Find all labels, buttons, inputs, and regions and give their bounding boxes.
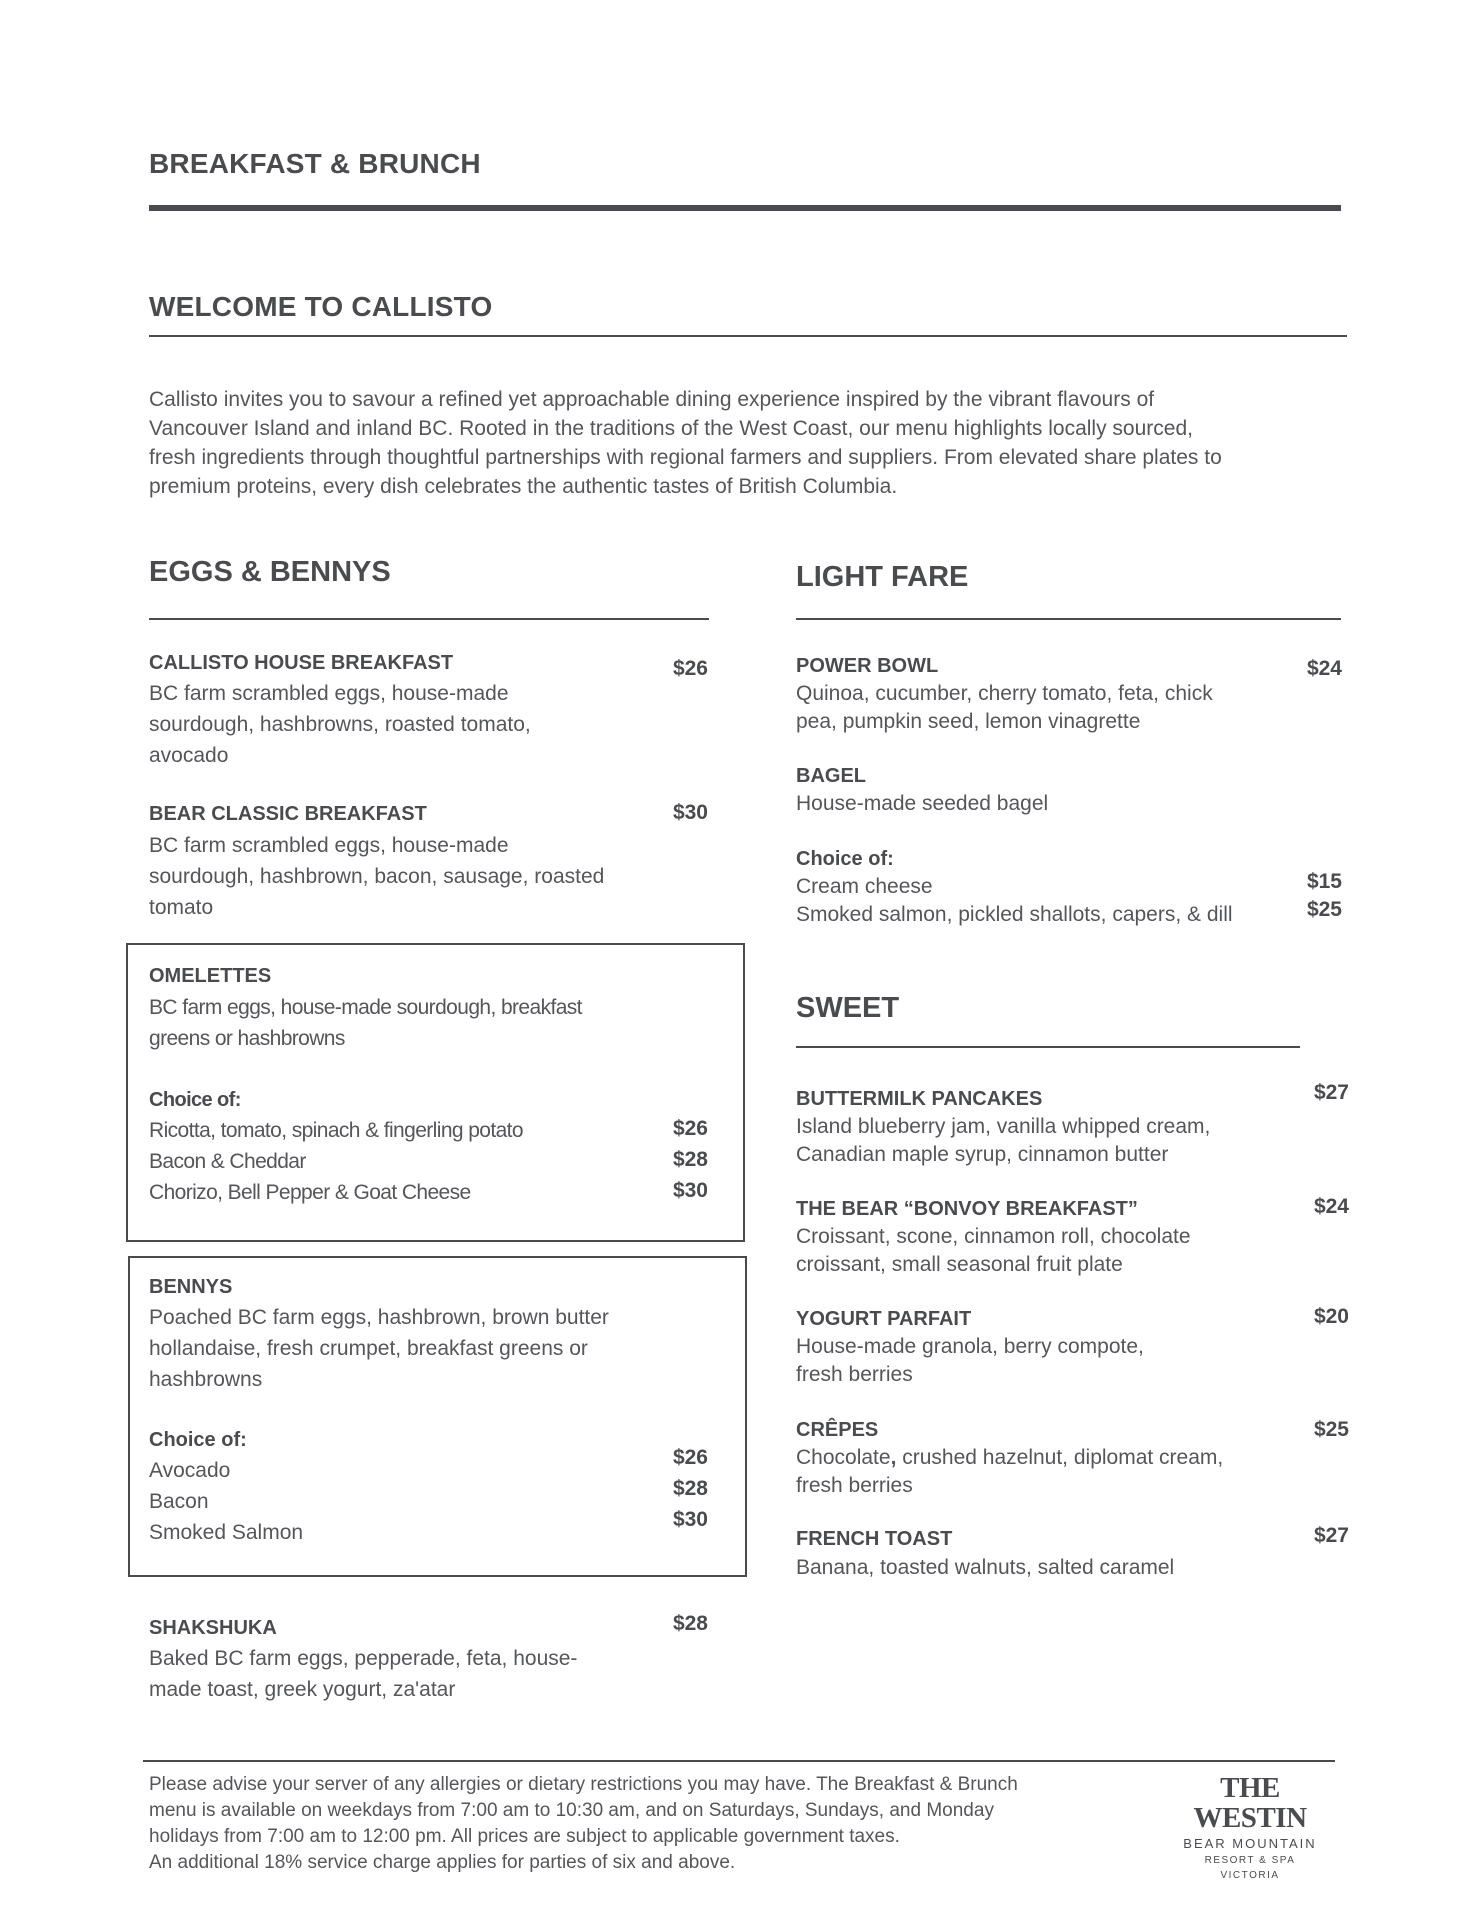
french-toast-name: FRENCH TOAST xyxy=(796,1528,953,1550)
option-price: $28 xyxy=(672,1148,708,1171)
bonvoy-description xyxy=(796,1223,1191,1279)
description-line: fresh berries xyxy=(796,1474,913,1497)
description-line: Island blueberry jam, vanilla whipped cream, xyxy=(796,1115,1211,1138)
option-label: Avocado xyxy=(149,1459,231,1482)
westin-logo xyxy=(1170,1773,1330,1883)
omelettes-prices xyxy=(673,1113,708,1206)
description-line: BC farm scrambled eggs, house-made xyxy=(149,834,509,857)
footer-line: menu is available on weekdays from 7:00 am to 10:30 am, and on Saturdays, Sundays, and Monday xyxy=(149,1800,994,1821)
sweet-divider xyxy=(796,1046,1300,1048)
shakshuka-price: $28 xyxy=(672,1612,708,1635)
option-label: Bacon xyxy=(149,1490,209,1513)
bagel-description: House-made seeded bagel xyxy=(796,792,1049,815)
option-label: Smoked Salmon xyxy=(149,1521,304,1544)
header-divider xyxy=(149,205,1341,211)
description-line: greens or hashbrowns xyxy=(149,1027,345,1050)
bagel-name: BAGEL xyxy=(796,765,866,787)
pancakes-name: BUTTERMILK PANCAKES xyxy=(796,1088,1043,1110)
description-line xyxy=(796,1444,1223,1472)
option-price: $26 xyxy=(672,1117,708,1140)
eggs-divider xyxy=(149,618,709,620)
omelettes-choice-label: Choice of: xyxy=(149,1089,241,1111)
option-label: Cream cheese xyxy=(796,875,933,898)
bennys-prices xyxy=(673,1442,708,1535)
description-line: sourdough, hashbrowns, roasted tomato, xyxy=(149,713,531,736)
sweet-section-title: SWEET xyxy=(796,992,900,1024)
pancakes-description xyxy=(796,1113,1210,1169)
description-segment: Chocolate xyxy=(796,1446,891,1469)
logo-line: BEAR MOUNTAIN xyxy=(1183,1836,1317,1851)
bennys-options xyxy=(149,1455,303,1548)
bennys-name: BENNYS xyxy=(149,1276,233,1298)
description-line: croissant, small seasonal fruit plate xyxy=(796,1253,1123,1276)
option-label: Smoked salmon, pickled shallots, capers, & dill xyxy=(796,903,1233,926)
description-line: fresh berries xyxy=(796,1363,913,1386)
footer-line: Please advise your server of any allergies or dietary restrictions you may have. The Breakfast & Brunch xyxy=(149,1774,1018,1795)
parfait-price: $20 xyxy=(1313,1305,1349,1328)
welcome-divider xyxy=(149,335,1347,337)
description-line: Quinoa, cucumber, cherry tomato, feta, chick xyxy=(796,682,1213,705)
bagel-prices xyxy=(1307,868,1342,924)
welcome-text xyxy=(149,385,1359,501)
bonvoy-price: $24 xyxy=(1313,1195,1349,1218)
parfait-description xyxy=(796,1333,1144,1389)
description-line: BC farm scrambled eggs, house-made xyxy=(149,682,509,705)
logo-line: VICTORIA xyxy=(1220,1870,1280,1881)
option-price: $30 xyxy=(672,1179,708,1202)
welcome-title: WELCOME TO CALLISTO xyxy=(149,291,493,322)
option-price: $25 xyxy=(1306,898,1342,921)
crepes-description xyxy=(796,1444,1223,1500)
omelettes-name: OMELETTES xyxy=(149,965,272,987)
footer-divider xyxy=(143,1760,1335,1762)
description-segment: crushed hazelnut, diplomat cream, xyxy=(896,1446,1224,1469)
power-bowl-price: $24 xyxy=(1306,657,1342,680)
page-title: BREAKFAST & BRUNCH xyxy=(149,148,481,179)
description-line: tomato xyxy=(149,896,214,919)
description-line: Baked BC farm eggs, pepperade, feta, house- xyxy=(149,1647,578,1670)
bennys-description xyxy=(149,1302,609,1395)
welcome-line: fresh ingredients through thoughtful partnerships with regional farmers and suppliers. From elevated share plates to xyxy=(149,446,1222,469)
description-line: Poached BC farm eggs, hashbrown, brown butter xyxy=(149,1306,609,1329)
shakshuka-name: SHAKSHUKA xyxy=(149,1617,277,1639)
crepes-name: CRÊPES xyxy=(796,1419,879,1441)
description-line: Canadian maple syrup, cinnamon butter xyxy=(796,1143,1169,1166)
description-line: Croissant, scone, cinnamon roll, chocolate xyxy=(796,1225,1191,1248)
footer-notice xyxy=(149,1772,1099,1876)
description-line: House-made granola, berry compote, xyxy=(796,1335,1144,1358)
option-price: $26 xyxy=(672,1446,708,1469)
welcome-line: Vancouver Island and inland BC. Rooted in the traditions of the West Coast, our menu highlights locally sourced, xyxy=(149,417,1193,440)
french-toast-description: Banana, toasted walnuts, salted caramel xyxy=(796,1556,1175,1579)
description-line: made toast, greek yogurt, za'atar xyxy=(149,1678,456,1701)
house-breakfast-price: $26 xyxy=(672,657,708,680)
bagel-choice-label: Choice of: xyxy=(796,848,894,870)
option-label: Ricotta, tomato, spinach & fingerling potato xyxy=(149,1119,523,1142)
description-line: BC farm eggs, house-made sourdough, breakfast xyxy=(149,996,582,1019)
description-line: avocado xyxy=(149,744,229,767)
option-label: Chorizo, Bell Pepper & Goat Cheese xyxy=(149,1181,471,1204)
house-breakfast-name: CALLISTO HOUSE BREAKFAST xyxy=(149,652,454,674)
light-fare-section-title: LIGHT FARE xyxy=(796,561,969,593)
logo-brand: THE WESTIN xyxy=(1193,1772,1307,1834)
bear-classic-name: BEAR CLASSIC BREAKFAST xyxy=(149,803,427,825)
footer-line: holidays from 7:00 am to 12:00 pm. All prices are subject to applicable government taxes. xyxy=(149,1826,900,1847)
french-toast-price: $27 xyxy=(1313,1524,1349,1547)
power-bowl-name: POWER BOWL xyxy=(796,655,939,677)
welcome-line: Callisto invites you to savour a refined yet approachable dining experience inspired by the vibrant flavours of xyxy=(149,388,1155,411)
option-price: $28 xyxy=(672,1477,708,1500)
bonvoy-name: THE BEAR “BONVOY BREAKFAST” xyxy=(796,1198,1138,1220)
description-comma: , xyxy=(890,1446,897,1469)
pancakes-price: $27 xyxy=(1313,1081,1349,1104)
eggs-section-title: EGGS & BENNYS xyxy=(149,556,391,588)
option-price: $15 xyxy=(1306,870,1342,893)
house-breakfast-description xyxy=(149,678,531,771)
description-line: sourdough, hashbrown, bacon, sausage, roasted xyxy=(149,865,605,888)
bagel-options xyxy=(796,873,1233,929)
omelettes-options xyxy=(149,1115,523,1208)
footer-line: An additional 18% service charge applies for parties of six and above. xyxy=(149,1852,736,1873)
parfait-name: YOGURT PARFAIT xyxy=(796,1308,972,1330)
description-line: hashbrowns xyxy=(149,1368,263,1391)
description-line: pea, pumpkin seed, lemon vinagrette xyxy=(796,710,1141,733)
bear-classic-price: $30 xyxy=(672,801,708,824)
bear-classic-description xyxy=(149,830,604,923)
bennys-choice-label: Choice of: xyxy=(149,1429,247,1451)
omelettes-description xyxy=(149,992,582,1054)
description-line: hollandaise, fresh crumpet, breakfast greens or xyxy=(149,1337,588,1360)
crepes-price: $25 xyxy=(1313,1418,1349,1441)
option-label: Bacon & Cheddar xyxy=(149,1150,306,1173)
welcome-line: premium proteins, every dish celebrates the authentic tastes of British Columbia. xyxy=(149,475,898,498)
shakshuka-description xyxy=(149,1643,577,1705)
option-price: $30 xyxy=(672,1508,708,1531)
logo-line: RESORT & SPA xyxy=(1204,1855,1296,1866)
light-fare-divider xyxy=(796,618,1341,620)
power-bowl-description xyxy=(796,680,1213,736)
